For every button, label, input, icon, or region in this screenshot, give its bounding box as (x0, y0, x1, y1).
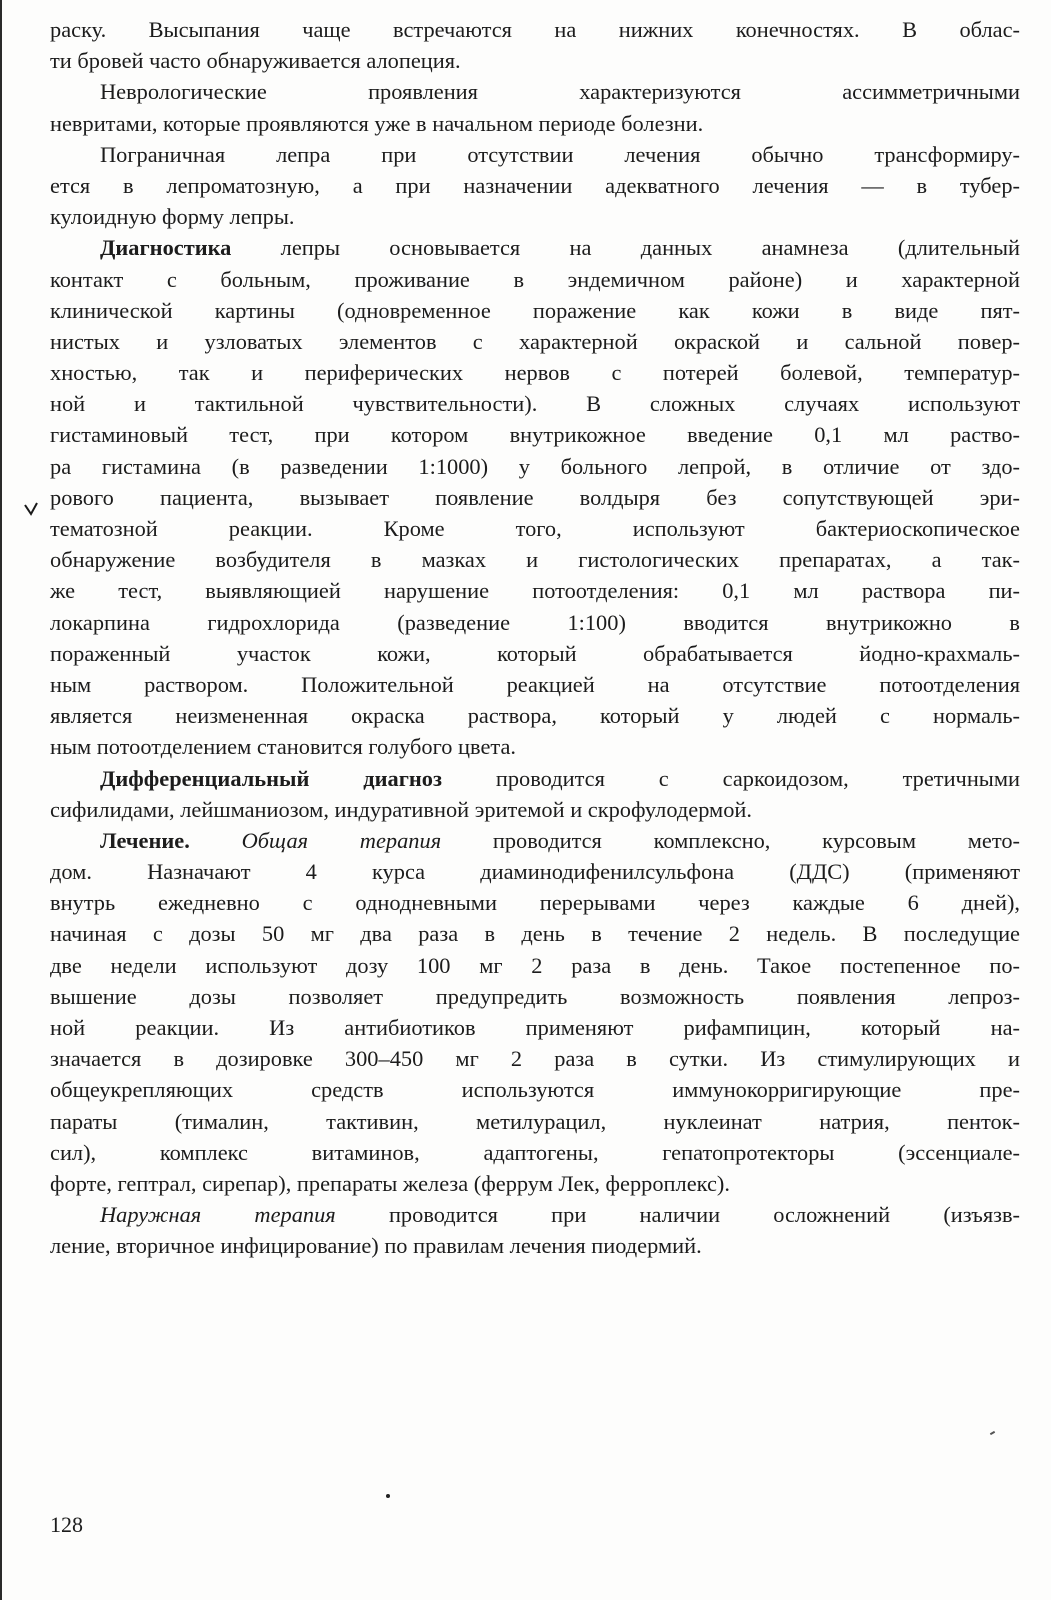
text-line: ется в лепроматозную, а при назначении адекватного лечения — в тубер- (50, 172, 1020, 198)
text-line: тематозной реакции. Кроме того, используют бактериоскопическое (50, 516, 1020, 541)
text-line: вышение дозы позволяет предупредить возможность появления лепроз- (50, 983, 1020, 1009)
text-line: контакт с больным, проживание в эндемичном районе) и характерной (50, 266, 1020, 292)
text-line: внутрь ежедневно с однодневными перерывами через каждые 6 дней), (50, 890, 1020, 916)
text-line: ным раствором. Положительной реакцией на отсутствие потоотделения (50, 671, 1020, 697)
text-line: дом. Назначают 4 курса диаминодифенилсульфона (ДДС) (применяют (50, 859, 1020, 885)
text-line: ной реакции. Из антибиотиков применяют рифампицин, который на- (50, 1015, 1020, 1040)
text-line: ной и тактильной чувствительности). В сложных случаях используют (50, 391, 1020, 417)
text-line: форте, гептрал, сирепар), препараты железа (феррум Лек, ферроплекс). (50, 1170, 730, 1196)
text-line: параты (тималин, тактивин, метилурацил, нуклеинат натрия, пенток- (50, 1108, 1020, 1134)
text-line: сифилидами, лейшманиозом, индуративной эритемой и скрофулодермой. (50, 796, 753, 822)
text-line (50, 825, 1020, 856)
text-line: общеукрепляющих средств используются иммунокорригирующие пре- (50, 1077, 1020, 1103)
text-line: ным потоотделением становится голубого цвета. (50, 734, 516, 760)
text-line: невритами, которые проявляются уже в начальном периоде болезни. (50, 110, 704, 136)
text-line: ление, вторичное инфицирование) по правилам лечения пиодермий. (50, 1233, 702, 1259)
text-line: раску. Высыпания чаще встречаются на нижних конечностях. В облас- (50, 17, 1020, 42)
text-line: ти бровей часто обнаруживается алопеция. (50, 48, 461, 74)
text-line: пораженный участок кожи, который обрабатывается йодно-крахмаль- (50, 640, 1020, 666)
text-line: клинической картины (одновременное поражение как кожи в виде пят- (50, 297, 1020, 323)
section-heading-differential: Дифференциальный диагноз (100, 765, 442, 791)
body-text (50, 14, 1020, 1262)
text-line: две недели используют дозу 100 мг 2 раза в день. Такое постепенное по- (50, 952, 1020, 978)
text-fragment: лепры основывается на данных анамнеза (длительный (231, 235, 1020, 261)
text-line (50, 1199, 1020, 1230)
text-line: значается в дозировке 300–450 мг 2 раза в сутки. Из стимулирующих и (50, 1046, 1020, 1072)
text-line: же тест, выявляющией нарушение потоотделения: 0,1 мл раствора пи- (50, 578, 1020, 604)
text-fragment: проводится с саркоидозом, третичными (441, 765, 1020, 791)
text-line: рового пациента, вызывает появление волдыря без сопутствующей эри- (50, 484, 1020, 510)
section-heading-diagnostics: Диагностика (100, 235, 232, 261)
section-heading-treatment: Лечение. (100, 827, 190, 853)
subheading-external-therapy: Наружная терапия (100, 1202, 336, 1228)
margin-check-mark (24, 502, 38, 516)
subheading-general-therapy: Общая терапия (241, 827, 442, 853)
text-line: обнаружение возбудителя в мазках и гистологических препаратах, а так- (50, 547, 1020, 573)
text-line: ра гистамина (в разведении 1:1000) у больного лепрой, в отличие от здо- (50, 453, 1020, 479)
page-number: 128 (50, 1512, 83, 1537)
text-fragment: проводится при наличии осложнений (изъязв- (335, 1202, 1020, 1228)
text-line: хностью, так и периферических нервов с потерей болевой, температур- (50, 360, 1020, 386)
text-line: нистых и узловатых элементов с характерной окраской и сальной повер- (50, 328, 1020, 354)
text-line (50, 763, 1020, 794)
text-fragment: проводится комплексно, курсовым мето- (441, 827, 1020, 853)
text-line: Пограничная лепра при отсутствии лечения обычно трансформиру- (100, 141, 1020, 167)
scan-speck (990, 1431, 995, 1435)
text-line: кулоидную форму лепры. (50, 204, 295, 230)
text-line: сил), комплекс витаминов, адаптогены, гепатопротекторы (эссенциале- (50, 1139, 1020, 1165)
text-line: является неизмененная окраска раствора, который у людей с нормаль- (50, 703, 1020, 729)
text-line: Неврологические проявления характеризуются ассимметричными (100, 79, 1020, 105)
text-line: начиная с дозы 50 мг два раза в день в течение 2 недель. В последущие (50, 921, 1020, 947)
scan-speck (386, 1494, 390, 1498)
text-line (50, 232, 1020, 263)
text-line: гистаминовый тест, при котором внутрикожное введение 0,1 мл раство- (50, 422, 1020, 448)
text-line: локарпина гидрохлорида (разведение 1:100) вводится внутрикожно в (50, 609, 1020, 635)
